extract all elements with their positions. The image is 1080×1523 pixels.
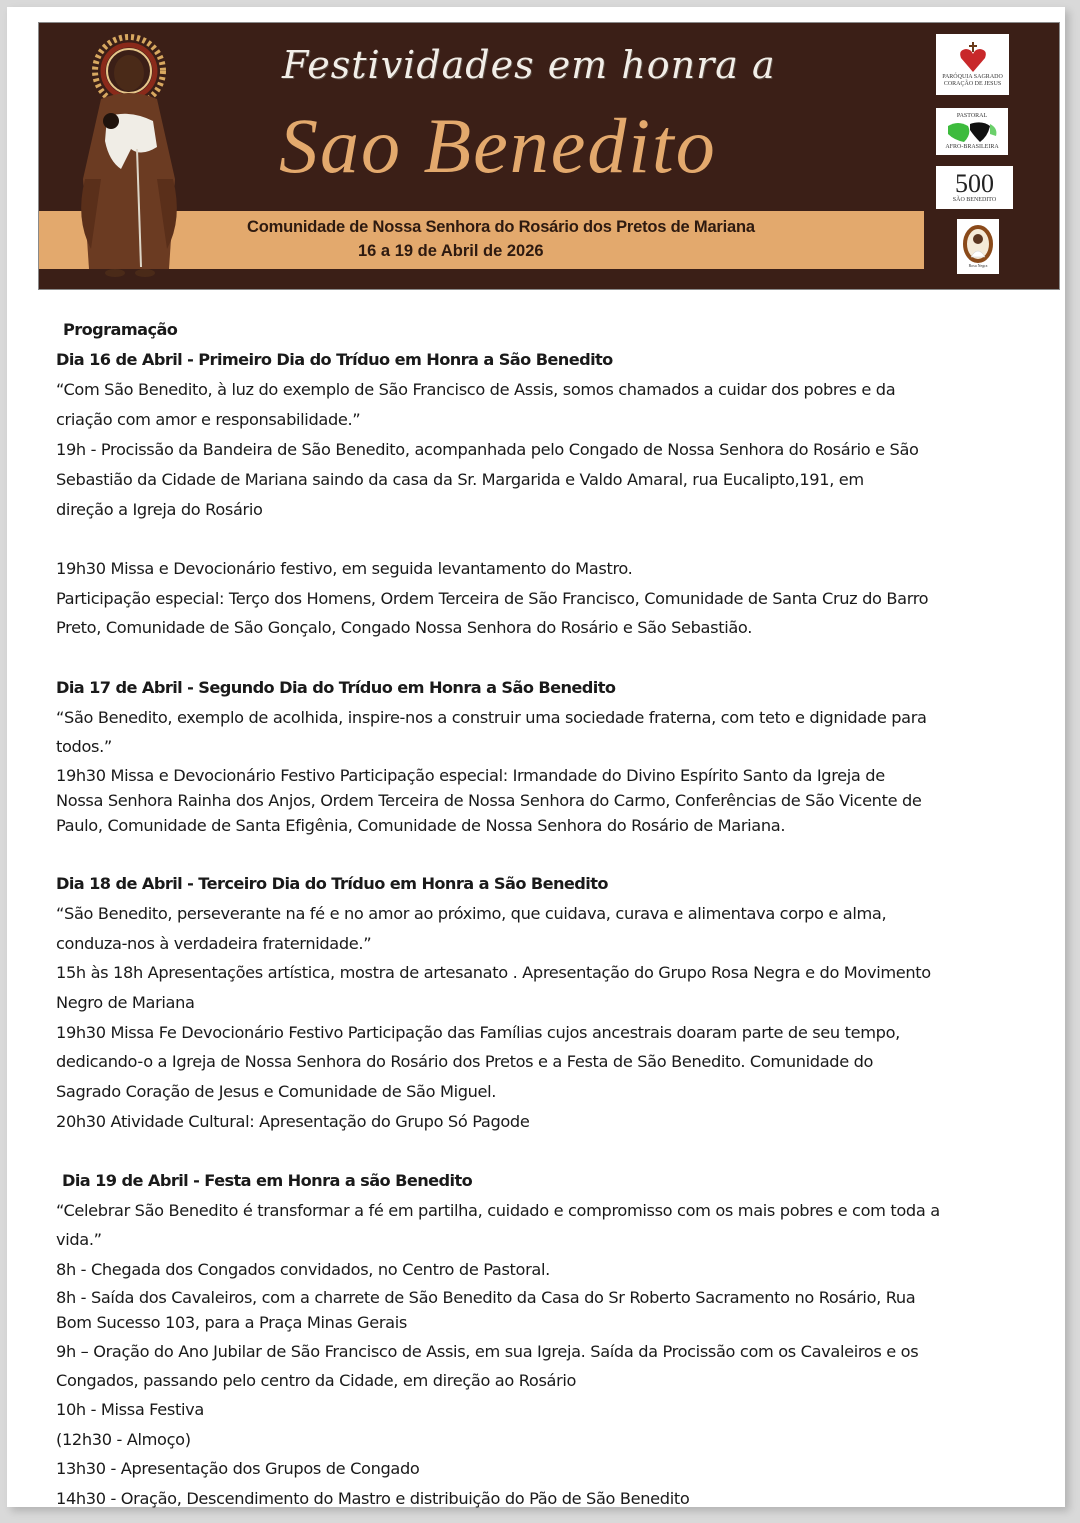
program-line: 14h30 - Oração, Descendimento do Mastro e distribuição do Pão de São Benedito	[56, 1489, 690, 1508]
program-line: Negro de Mariana	[56, 993, 195, 1012]
program-line: 19h30 Missa Fe Devocionário Festivo Participação das Famílias cujos ancestrais doaram parte de seu tempo,	[56, 1023, 900, 1042]
program-heading: Programação	[63, 320, 178, 339]
sacred-heart-icon	[958, 42, 988, 74]
program-line: 10h - Missa Festiva	[56, 1400, 204, 1419]
program-line: conduza-nos à verdadeira fraternidade.”	[56, 934, 372, 953]
banner-title-line1: Festividades em honra a	[282, 43, 776, 87]
event-dates: 16 a 19 de Abril de 2026	[358, 242, 544, 260]
logo-500-sao-benedito	[936, 166, 1013, 209]
logo1-text-line1: PARÓQUIA SAGRADO	[942, 73, 1003, 80]
program-line: “Celebrar São Benedito é transformar a fé em partilha, cuidado e compromisso com os mais pobres e com toda a	[56, 1201, 940, 1220]
map-icon	[944, 120, 1000, 144]
day-heading: Dia 17 de Abril - Segundo Dia do Tríduo em Honra a São Benedito	[56, 678, 616, 697]
program-line: Sebastião da Cidade de Mariana saindo da casa da Sr. Margarida e Valdo Amaral, rua Eucalipto,191, em	[56, 470, 864, 489]
program-line: 19h - Procissão da Bandeira de São Benedito, acompanhada pelo Congado de Nossa Senhora do Rosário e São	[56, 440, 919, 459]
program-line: vida.”	[56, 1230, 102, 1249]
festival-banner	[38, 22, 1060, 290]
logo1-text-line2: CORAÇÃO DE JESUS	[943, 80, 1002, 87]
logo2-text-line2: AFRO-BRASILEIRA	[945, 143, 999, 150]
program-line: (12h30 - Almoço)	[56, 1430, 191, 1449]
program-line: “São Benedito, perseverante na fé e no amor ao próximo, que cuidava, curava e alimentava corpo e alma,	[56, 904, 887, 923]
day-heading: Dia 18 de Abril - Terceiro Dia do Tríduo em Honra a São Benedito	[56, 874, 608, 893]
banner-title-line2: Sao Benedito	[279, 102, 717, 189]
logo4-text: Rosa Negra	[968, 263, 988, 268]
program-line: Preto, Comunidade de São Gonçalo, Congado Nossa Senhora do Rosário e São Sebastião.	[56, 618, 752, 637]
program-line: Paulo, Comunidade de Santa Efigênia, Comunidade de Nossa Senhora do Rosário de Mariana.	[56, 816, 786, 835]
program-line: 15h às 18h Apresentações artística, mostra de artesanato . Apresentação do Grupo Rosa Negra e do Movimento	[56, 963, 931, 982]
program-line: Participação especial: Terço dos Homens, Ordem Terceira de São Francisco, Comunidade de Santa Cruz do Barro	[56, 589, 929, 608]
document-page	[7, 7, 1065, 1507]
logo2-text-line1: PASTORAL	[956, 112, 988, 119]
program-line: Sagrado Coração de Jesus e Comunidade de São Miguel.	[56, 1082, 497, 1101]
program-line: 13h30 - Apresentação dos Grupos de Congado	[56, 1459, 420, 1478]
logo3-text: SÃO BENEDITO	[952, 197, 997, 203]
program-line: 9h – Oração do Ano Jubilar de São Francisco de Assis, em sua Igreja. Saída da Procissão com os Cavaleiros e os	[56, 1342, 919, 1361]
sao-benedito-illustration	[45, 29, 213, 287]
program-line: “São Benedito, exemplo de acolhida, inspire-nos a construir uma sociedade fraterna, com teto e dignidade para	[56, 708, 927, 727]
program-line: 8h - Chegada dos Congados convidados, no Centro de Pastoral.	[56, 1260, 550, 1279]
program-line: 19h30 Missa e Devocionário festivo, em seguida levantamento do Mastro.	[56, 559, 633, 578]
day-heading: Dia 19 de Abril - Festa em Honra a são Benedito	[62, 1171, 473, 1190]
portrait-medallion-icon	[963, 225, 993, 263]
logo-paroquia-sagrado-coracao	[936, 34, 1009, 95]
program-line: Congados, passando pelo centro da Cidade, em direção ao Rosário	[56, 1371, 577, 1390]
program-line: “Com São Benedito, à luz do exemplo de São Francisco de Assis, somos chamados a cuidar dos pobres e da	[56, 380, 896, 399]
program-line: 19h30 Missa e Devocionário Festivo Participação especial: Irmandade do Divino Espírito Santo da Igreja de	[56, 766, 885, 785]
program-line: direção a Igreja do Rosário	[56, 500, 263, 519]
program-line: 8h - Saída dos Cavaleiros, com a charrete de São Benedito da Casa do Sr Roberto Sacramento no Rosário, Rua	[56, 1288, 916, 1307]
logo-pastoral-afro-brasileira	[936, 108, 1008, 155]
day-heading: Dia 16 de Abril - Primeiro Dia do Tríduo em Honra a São Benedito	[56, 350, 613, 369]
program-line: dedicando-o a Igreja de Nossa Senhora do Rosário dos Pretos e a Festa de São Benedito. Comunidade do	[56, 1052, 874, 1071]
program-line: Bom Sucesso 103, para a Praça Minas Gerais	[56, 1313, 407, 1332]
program-line: criação com amor e responsabilidade.”	[56, 410, 361, 429]
program-line: Nossa Senhora Rainha dos Anjos, Ordem Terceira de Nossa Senhora do Carmo, Conferências de São Vicente de	[56, 791, 922, 810]
logo3-number: 500	[955, 169, 994, 198]
program-line: 20h30 Atividade Cultural: Apresentação do Grupo Só Pagode	[56, 1112, 530, 1131]
logo-rosa-negra	[957, 219, 999, 274]
community-name: Comunidade de Nossa Senhora do Rosário dos Pretos de Mariana	[247, 218, 755, 236]
program-line: todos.”	[56, 737, 112, 756]
